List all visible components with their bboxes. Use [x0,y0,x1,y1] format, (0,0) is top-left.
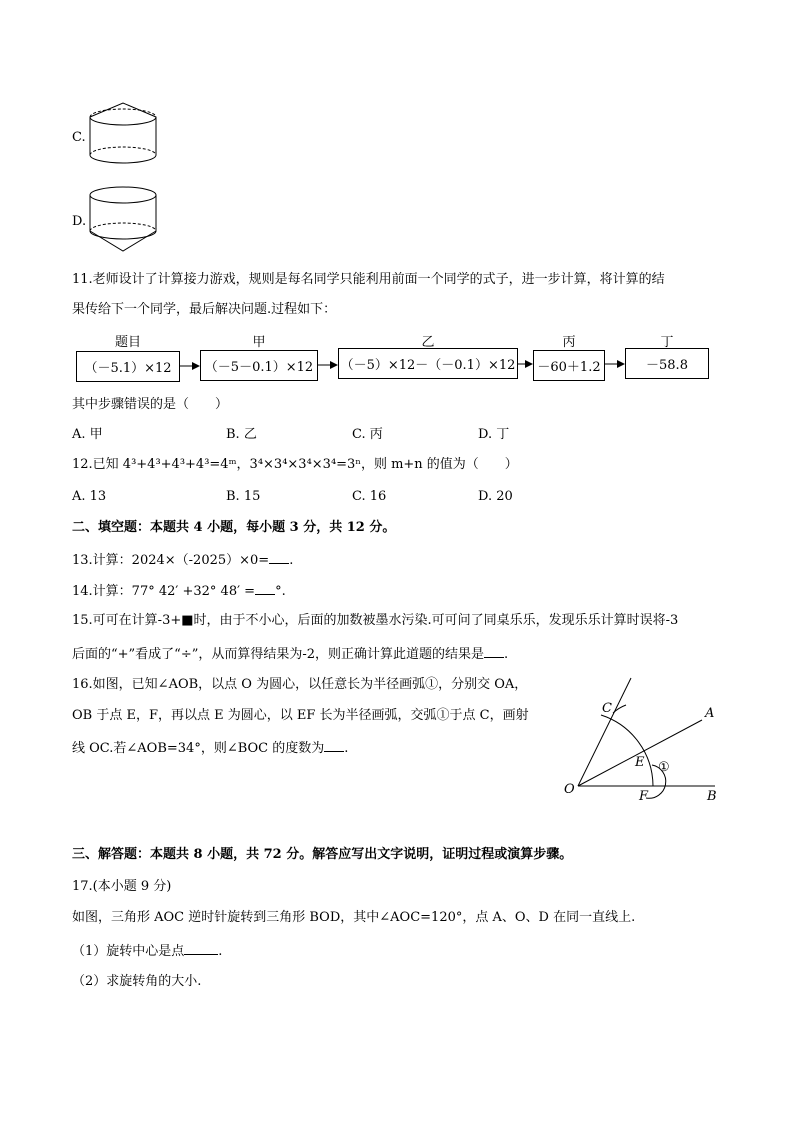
q17-part1-text: （1）旋转中心是点 [72,944,185,959]
step-label-ding: 丁 [660,335,674,350]
q15-answer-blank[interactable] [484,643,504,658]
q11-line1: 11.老师设计了计算接力游戏，规则是每名同学只能利用前面一个同学的式子，进一步计算，将计算的结 [72,272,665,287]
step-box-ding: －58.8 [625,348,709,379]
step-label-jia: 甲 [252,335,266,350]
point-f-label: F [639,789,649,804]
step-label-yi: 乙 [421,335,435,350]
step-arrows [0,355,794,375]
q16-line3 [72,737,348,759]
q16-line1: 16.如图，已知∠AOB，以点 O 为圆心，以任意长为半径画弧①，分别交 OA， [72,677,528,692]
step-box-bing: －60＋1.2 [533,350,605,381]
q15-end: . [504,647,509,662]
q16-line2: OB 于点 E，F，再以点 E 为圆心，以 EF 长为半径画弧，交弧①于点 C，画射 [72,708,529,723]
step-label-problem: 题目 [114,335,141,350]
cylinder-cone-top-figure [85,100,165,170]
section-3-heading: 三、解答题：本题共 8 小题，共 72 分。解答应写出文字说明，证明过程或演算步骤。 [72,847,573,862]
ray-oa [578,720,702,786]
q11-choice-b: B. 乙 [226,427,257,442]
q11-line2: 果传给下一个同学，最后解决问题.过程如下： [72,302,337,317]
q13 [72,549,293,571]
q17-answer-blank[interactable] [184,940,218,955]
cylinder-cone-bottom-figure [85,183,165,255]
q17-part1-end: . [218,944,223,959]
option-c-label: C. [72,130,86,145]
q17-stem: 如图，三角形 AOC 逆时针旋转到三角形 BOD，其中∠AOC=120°，点 A、O、D 在同一直线上. [72,910,636,925]
q13-text: 13.计算：2024×（-2025）×0= [72,553,270,568]
q11-question: 其中步骤错误的是（ ） [72,397,229,412]
point-c-label: C [602,701,612,716]
step-box-problem: （－5.1）×12 [76,351,180,382]
q16-answer-blank[interactable] [324,737,344,752]
q14 [72,580,286,602]
q12-choice-d: D. 20 [478,489,513,504]
q17-part2: （2）求旋转角的大小. [72,974,202,989]
q13-answer-blank[interactable] [269,549,289,564]
q17-part1 [72,940,222,962]
point-e-label: E [635,755,645,770]
arc-number-label: ① [658,760,670,775]
angle-construction-figure [555,670,740,815]
arc-at-c [613,705,626,713]
q15-line2 [72,643,508,665]
point-o-label: O [564,782,575,797]
q14-answer-blank[interactable] [255,580,275,595]
q12-choice-a: A. 13 [72,489,107,504]
step-box-yi: （－5）×12－（－0.1）×12 [338,348,518,379]
q16-text: 线 OC.若∠AOB=34°，则∠BOC 的度数为 [72,741,325,756]
q15-text: 后面的“+”看成了“÷”，从而算得结果为-2，则正确计算此道题的结果是 [72,647,485,662]
q11-choice-a: A. 甲 [72,427,103,442]
section-2-heading: 二、填空题：本题共 4 小题，每小题 3 分，共 12 分。 [72,520,396,535]
q15-line1: 15.可可在计算-3+■时，由于不小心，后面的加数被墨水污染.可可问了同桌乐乐，发现乐乐计算时误将-3 [72,613,679,628]
q11-choice-d: D. 丁 [478,427,510,442]
q12-choice-c: C. 16 [352,489,387,504]
step-label-bing: 丙 [562,335,576,350]
q14-end: °. [275,584,286,599]
step-box-jia: （－5－0.1）×12 [200,350,318,381]
q16-end: . [344,741,349,756]
q12-choice-b: B. 15 [226,489,261,504]
q11-choice-c: C. 丙 [352,427,383,442]
q13-end: . [289,553,294,568]
point-a-label: A [705,706,715,721]
q17-head: 17.(本小题 9 分) [72,879,172,894]
q12-stem: 12.已知 4³+4³+4³+4³=4ᵐ，3⁴×3⁴×3⁴×3⁴=3ⁿ，则 m+n 的值为（ ） [72,457,518,472]
ray-oc [578,678,631,786]
q14-text: 14.计算：77° 42′ +32° 48′ = [72,584,256,599]
option-d-label: D. [72,214,87,229]
point-b-label: B [707,789,717,804]
